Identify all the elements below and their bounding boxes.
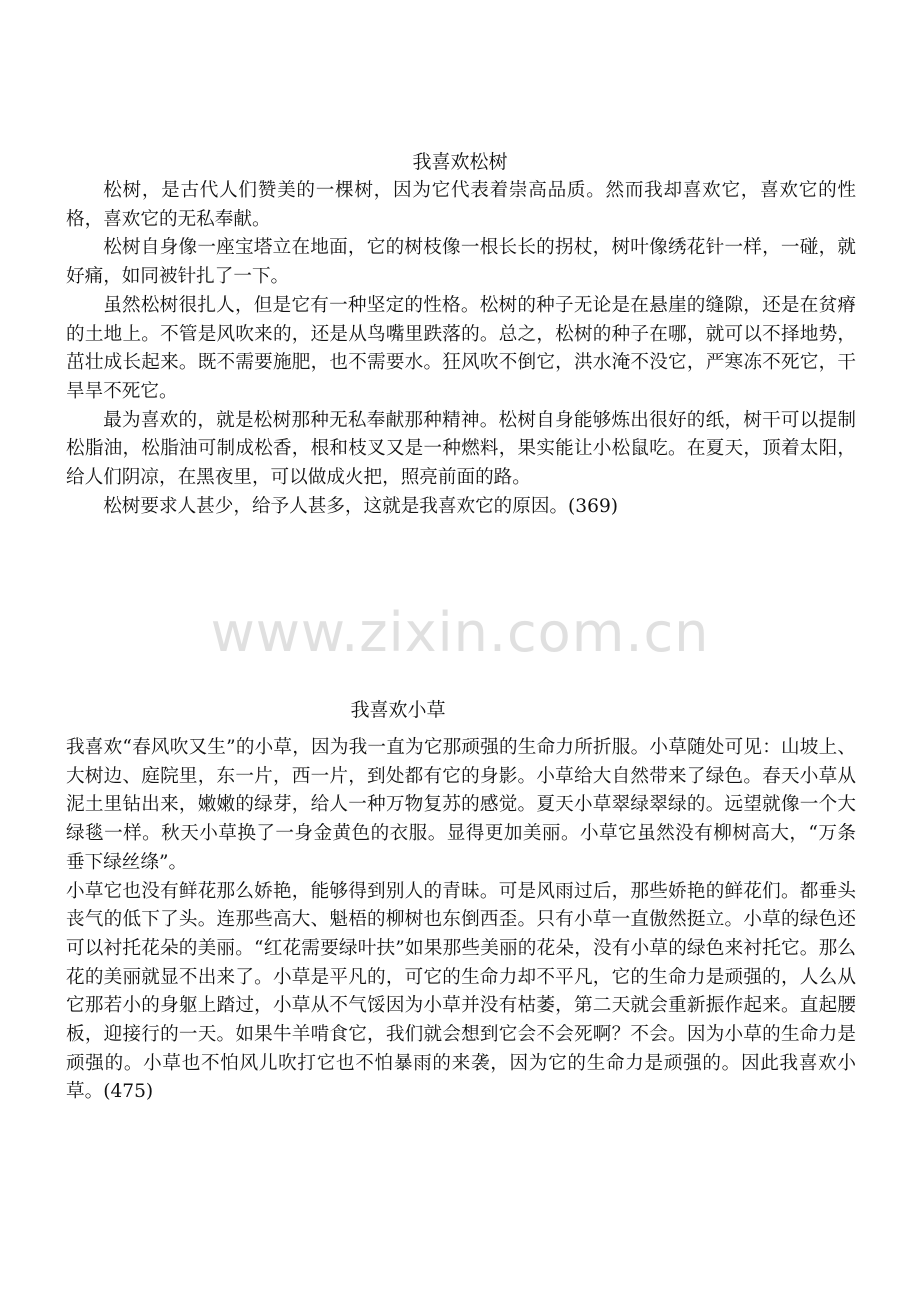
essay-title-pine: 我喜欢松树 (412, 151, 508, 173)
essay-body-pine (66, 177, 856, 521)
paragraph: 松树自身像一座宝塔立在地面，它的树枝像一根长长的拐杖，树叶像绣花针一样，一碰，就好痛，如同被针扎了一下。 (66, 237, 856, 288)
watermark: www.zixin.com.cn (210, 601, 710, 664)
paragraph: 虽然松树很扎人，但是它有一种坚定的性格。松树的种子无论是在悬崖的缝隙，还是在贫瘠的土地上。不管是风吹来的，还是从鸟嘴里跌落的。总之，松树的种子在哪，就可以不择地势，茁壮成长起来。既不需要施肥，也不需要水。狂风吹不倒它，洪水淹不没它，严寒冻不死它，干旱旱不死它。 (66, 294, 856, 402)
essay-title-grass: 我喜欢小草 (350, 699, 446, 721)
paragraph: 小草它也没有鲜花那么娇艳，能够得到别人的青昧。可是风雨过后，那些娇艳的鲜花们。都垂头丧气的低下了头。连那些高大、魁梧的柳树也东倒西歪。只有小草一直傲然挺立。小草的绿色还可以衬托花朵的美丽。“红花需要绿叶扶”如果那些美丽的花朵，没有小草的绿色来衬托它。那么花的美丽就显不出来了。小草是平凡的，可它的生命力却不平凡，它的生命力是顽强的，人么从它那若小的身躯上踏过，小草从不气馁因为小草并没有枯萎，第二天就会重新振作起来。直起腰板，迎接行的一天。如果牛羊啃食它，我们就会想到它会不会死啊？不会。因为小草的生命力是顽强的。小草也不怕风儿吹打它也不怕暴雨的来袭，因为它的生命力是顽强的。因此我喜欢小草。(475) (66, 880, 856, 1103)
essay-body-grass (66, 734, 856, 1107)
paragraph: 松树要求人甚少，给予人甚多，这就是我喜欢它的原因。(369) (103, 495, 619, 517)
paragraph: 松树，是古代人们赞美的一棵树，因为它代表着崇高品质。然而我却喜欢它，喜欢它的性格，喜欢它的无私奉献。 (66, 180, 856, 230)
paragraph: 我喜欢“春风吹又生”的小草，因为我一直为它那顽强的生命力所折服。小草随处可见：山坡上、大树边、庭院里，东一片，西一片，到处都有它的身影。小草给大自然带来了绿色。春天小草从泥土里钻出来，嫩嫩的绿芽，给人一种万物复苏的感觉。夏天小草翠绿翠绿的。远望就像一个大绿毯一样。秋天小草换了一身金黄色的衣服。显得更加美丽。小草它虽然没有柳树高大，“万条垂下绿丝绦”。 (66, 737, 856, 873)
paragraph: 最为喜欢的，就是松树那种无私奉献那种精神。松树自身能够炼出很好的纸，树干可以提制松脂油，松脂油可制成松香，根和枝叉又是一种燃料，果实能让小松鼠吃。在夏天，顶着太阳，给人们阴凉，在黑夜里，可以做成火把，照亮前面的路。 (66, 409, 856, 489)
